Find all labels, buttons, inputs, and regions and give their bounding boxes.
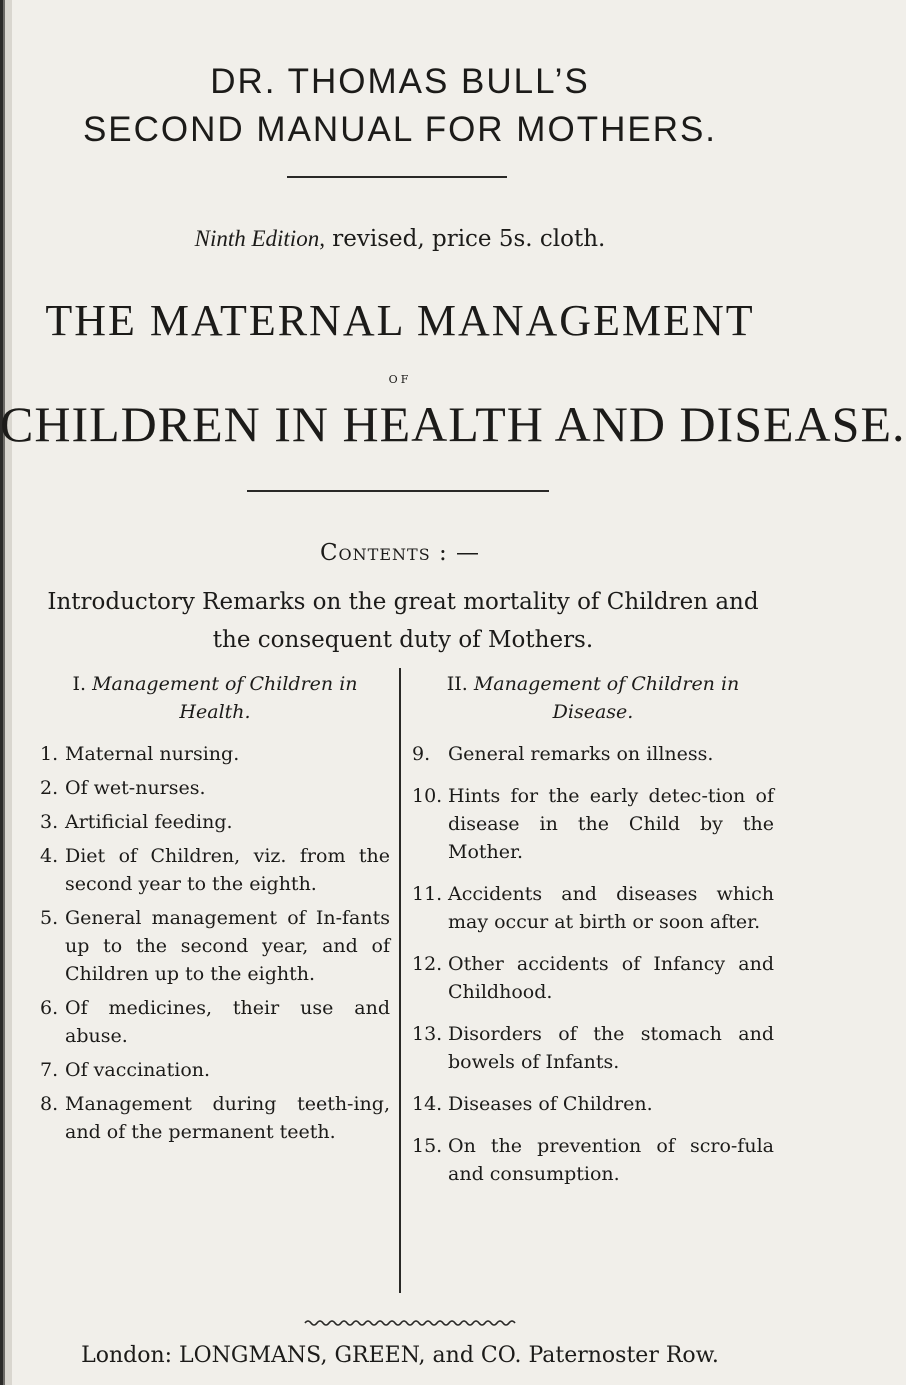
edition-italic: Ninth Edition,	[194, 226, 325, 251]
part-2-column	[412, 670, 774, 1202]
part-1-heading	[40, 670, 390, 726]
list-item: 15. On the prevention of scro-fula and consumption.	[412, 1135, 774, 1185]
title-of: OF	[388, 373, 412, 386]
title-line-2: CHILDREN IN HEALTH AND DISEASE.	[0, 396, 906, 452]
list-item: 4. Diet of Children, viz. from the second year to the eighth.	[40, 845, 390, 895]
list-item: 9. General remarks on illness.	[412, 743, 714, 765]
column-divider	[399, 668, 401, 1293]
page-binding-edge	[0, 0, 12, 1385]
intro-text: Introductory Remarks on the great mortality of Children and the consequent duty of Mothers.	[47, 589, 759, 653]
edition-line	[0, 226, 800, 252]
list-item: 12. Other accidents of Infancy and Childhood.	[412, 953, 774, 1003]
list-item: 14. Diseases of Children.	[412, 1093, 653, 1115]
list-item: 7. Of vaccination.	[40, 1059, 211, 1081]
publisher-footer: London: LONGMANS, GREEN, and CO. Paternoster Row.	[81, 1343, 719, 1368]
part-1-numeral: I.	[72, 673, 87, 695]
list-item: 3. Artificial feeding.	[40, 811, 233, 833]
wavy-rule-ornament	[305, 1318, 519, 1328]
rule-top	[287, 176, 507, 178]
edition-rest: revised, price 5s. cloth.	[324, 226, 606, 252]
header-line-2: SECOND MANUAL FOR MOTHERS.	[82, 110, 718, 149]
part-2-heading	[412, 670, 774, 726]
list-item: 13. Disorders of the stomach and bowels of Infants.	[412, 1023, 774, 1073]
part-2-heading-text: Management of Children in Disease.	[473, 673, 740, 723]
list-item: 5. General management of In-fants up to the second year, and of Children up to the eighth.	[40, 907, 390, 985]
list-item: 8. Management during teeth-ing, and of the permanent teeth.	[40, 1093, 390, 1143]
header-line-1: DR. THOMAS BULL’S	[210, 62, 590, 101]
part-1-column	[40, 670, 390, 1152]
list-item: 10. Hints for the early detec-tion of disease in the Child by the Mother.	[412, 785, 774, 863]
list-item: 6. Of medicines, their use and abuse.	[40, 997, 390, 1047]
rule-middle	[247, 490, 549, 492]
part-2-numeral: II.	[446, 673, 468, 695]
contents-label: Contents : —	[319, 540, 481, 566]
list-item: 11. Accidents and diseases which may occur at birth or soon after.	[412, 883, 774, 933]
title-line-1: THE MATERNAL MANAGEMENT	[45, 296, 755, 345]
list-item: 1. Maternal nursing.	[40, 743, 240, 765]
part-1-heading-text: Management of Children in Health.	[92, 673, 358, 723]
list-item: 2. Of wet-nurses.	[40, 777, 206, 799]
